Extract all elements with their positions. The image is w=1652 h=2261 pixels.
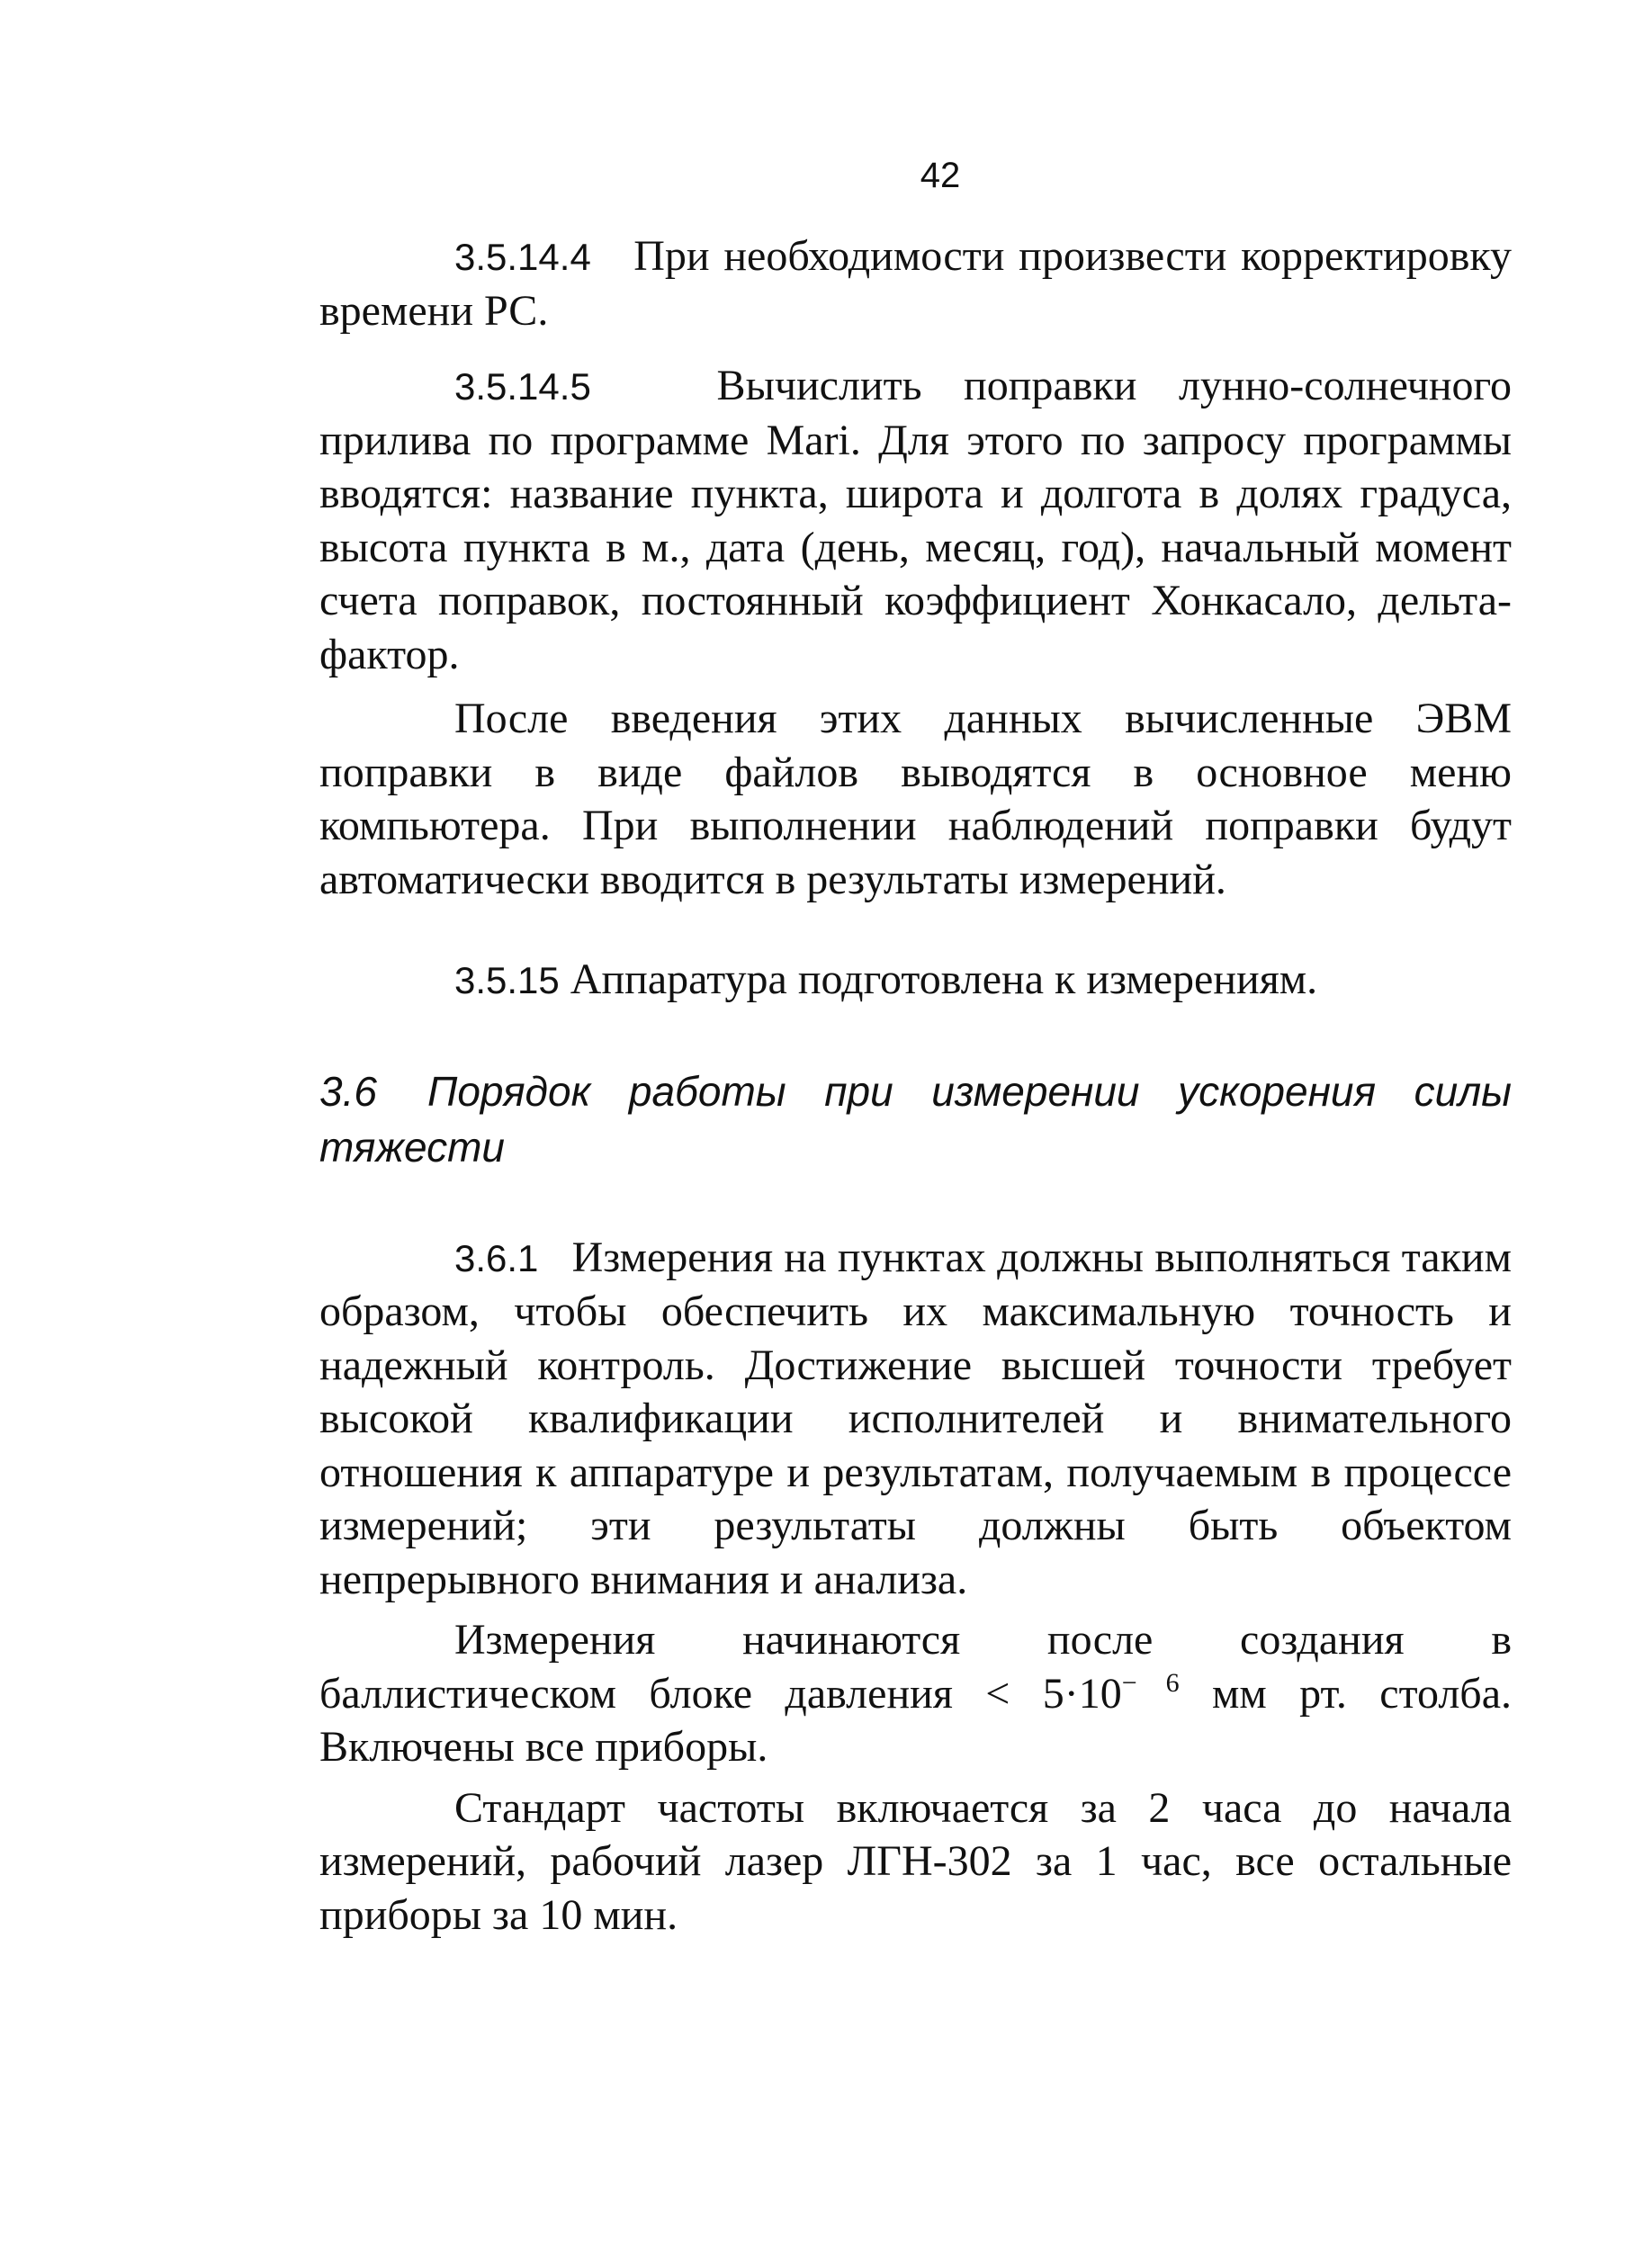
paragraph-text: Вычислить поправки лунно-солнечного прилива по программе Mari. Для этого по запросу программы вводятся: название пункта, широта и долгота в долях градуса, высота пункта в м., дата (день, месяц, год), начальный момент счета поправок, постоянный коэффициент Хонкасало, дельта-фактор. [319, 362, 1513, 678]
section-number: 3.6.1 [454, 1236, 539, 1279]
pressure-exponent: − 6 [1121, 1667, 1180, 1698]
section-heading-3-6 [319, 1063, 1512, 1175]
page-number: 42 [920, 156, 961, 195]
section-number: 3.5.14.4 [454, 236, 591, 278]
pressure-text-before: Измерения начинаются после создания в баллистическом блоке давления < 5·10 [319, 1616, 1512, 1718]
paragraph-pressure [319, 1613, 1512, 1774]
paragraph-3-6-1 [319, 1231, 1512, 1607]
page-content [319, 229, 1512, 1942]
heading-text: Порядок работы при измерении ускорения силы тяжести [319, 1067, 1512, 1171]
paragraph-frequency-standard: Стандарт частоты включается за 2 часа до начала измерений, рабочий лазер ЛГН-302 за 1 час, все остальные приборы за 10 мин. [319, 1783, 1512, 1939]
heading-number: 3.6 [319, 1067, 377, 1115]
paragraph-text: При необходимости произвести корректировку времени РС. [319, 232, 1512, 335]
paragraph-3-5-14-4 [319, 229, 1512, 337]
paragraph-after-data-input: После введения этих данных вычисленные ЭВМ поправки в виде файлов выводятся в основное меню компьютера. При выполнении наблюдений поправки будут автоматически вводится в результаты измерений. [319, 695, 1512, 903]
paragraph-3-5-15 [319, 953, 1512, 1008]
paragraph-3-5-14-5 [319, 359, 1512, 681]
section-number: 3.5.14.5 [454, 365, 591, 408]
paragraph-text: Измерения на пунктах должны выполняться таким образом, чтобы обеспечить их максимальную точность и надежный контроль. Достижение высшей точности требует высокой квалификации исполнителей и внимательного отношения к аппаратуре и результатам, получаемым в процессе измерений; эти результаты должны быть объектом непрерывного внимания и анализа. [319, 1233, 1512, 1603]
paragraph-text: Аппаратура подготовлена к измерениям. [570, 956, 1318, 1003]
pressure-text-after: мм рт. столба. Включены все приборы. [319, 1669, 1512, 1771]
section-number: 3.5.15 [454, 959, 560, 1001]
